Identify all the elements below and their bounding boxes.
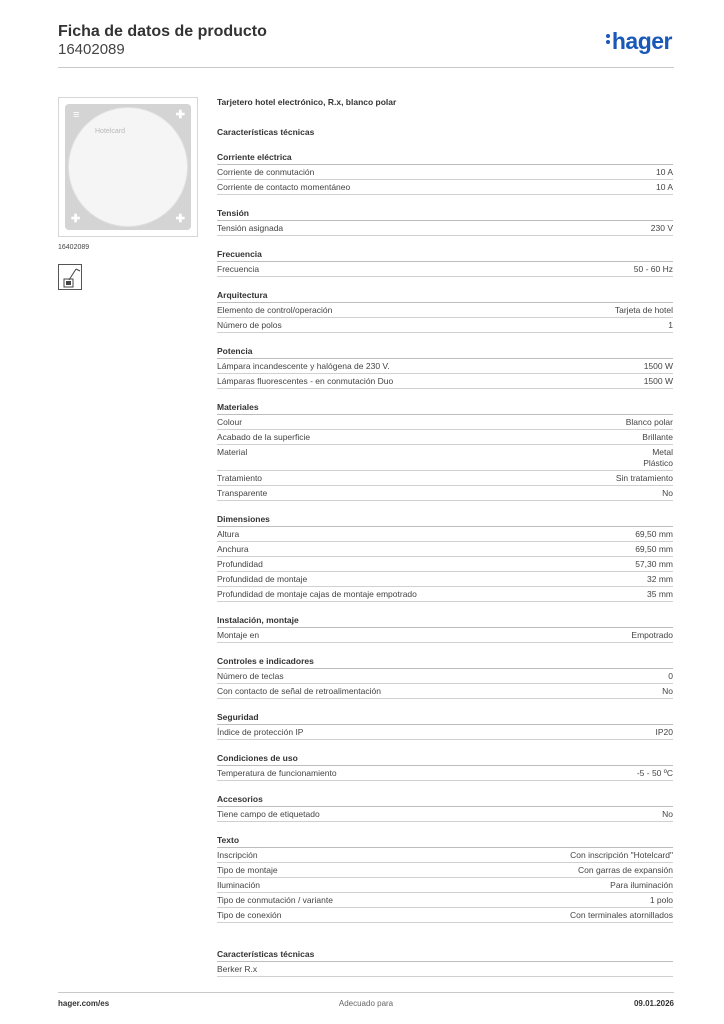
spec-row: [217, 486, 673, 501]
spec-row: [217, 766, 673, 781]
spec-row: [217, 893, 673, 908]
spec-label: Tensión asignada: [217, 223, 284, 233]
spec-label: Tiene campo de etiquetado: [217, 809, 320, 819]
footer-date: 09.01.2026: [633, 999, 674, 1008]
spec-label: Número de teclas: [217, 671, 284, 681]
corner-cross-icon: ✚: [175, 109, 185, 121]
spec-label: Profundidad de montaje: [217, 574, 308, 584]
spec-label: Montaje en: [217, 630, 260, 640]
spec-value: 1500 W: [643, 376, 673, 386]
product-name: Tarjetero hotel electrónico, R.x, blanco polar: [217, 97, 397, 107]
page-header: [58, 22, 674, 59]
spec-row: [217, 807, 673, 822]
section-title: Dimensiones: [217, 514, 673, 527]
section-title: Corriente eléctrica: [217, 152, 673, 165]
spec-label: Tipo de conexión: [217, 910, 282, 920]
spec-value: 69,50 mm: [635, 529, 673, 539]
header-divider: [58, 67, 674, 68]
spec-row: [217, 180, 673, 195]
spec-row: [217, 318, 673, 333]
spec-label: Corriente de conmutación: [217, 167, 315, 177]
spec-value: Sin tratamiento: [615, 473, 673, 483]
spec-label: Temperatura de funcionamiento: [217, 768, 337, 778]
spec-row: [217, 848, 673, 863]
spec-value: Con inscripción "Hotelcard": [570, 850, 673, 860]
spec-label: Acabado de la superficie: [217, 432, 311, 442]
spec-row: [217, 374, 673, 389]
section-title: Texto: [217, 835, 673, 848]
spec-label: Tipo de montaje: [217, 865, 278, 875]
spec-row: [217, 684, 673, 699]
spec-section: [217, 794, 673, 822]
section-title: Frecuencia: [217, 249, 673, 262]
spec-section-berker: [217, 949, 673, 977]
spec-value: No: [662, 809, 673, 819]
spec-row: [217, 359, 673, 374]
spec-label: Anchura: [217, 544, 249, 554]
section-title: Condiciones de uso: [217, 753, 673, 766]
spec-value: 57,30 mm: [635, 559, 673, 569]
spec-value: 32 mm: [647, 574, 673, 584]
spec-value: 10 A: [655, 182, 673, 192]
spec-sections: [217, 152, 673, 923]
hotelcard-inscription: Hotelcard: [95, 128, 125, 135]
spec-section: [217, 514, 673, 602]
cover-plate: [65, 104, 191, 230]
spec-value: Para iluminación: [610, 880, 673, 890]
spec-label: Lámparas fluorescentes - en conmutación Duo: [217, 376, 394, 386]
spec-row: [217, 962, 673, 977]
spec-row: [217, 430, 673, 445]
section-title: Arquitectura: [217, 290, 673, 303]
spec-row: [217, 908, 673, 923]
section-title: Instalación, montaje: [217, 615, 673, 628]
spec-label: Inscripción: [217, 850, 258, 860]
spec-value: 0: [668, 671, 673, 681]
product-image: [58, 97, 198, 237]
spec-value: Tarjeta de hotel: [614, 305, 673, 315]
spec-row: [217, 221, 673, 236]
spec-row: [217, 415, 673, 430]
spec-section: [217, 615, 673, 643]
spec-label: Colour: [217, 417, 243, 427]
spec-row: [217, 557, 673, 572]
corner-cross-icon: ✚: [71, 213, 81, 225]
spec-value: 50 - 60 Hz: [633, 264, 673, 274]
spec-label: Altura: [217, 529, 240, 539]
spec-value: 230 V: [650, 223, 673, 233]
spec-value: Empotrado: [631, 630, 673, 640]
spec-label: Tratamiento: [217, 473, 263, 483]
spec-label: Número de polos: [217, 320, 282, 330]
spec-value: IP20: [655, 727, 673, 737]
spec-value: 10 A: [655, 167, 673, 177]
spec-row: [217, 863, 673, 878]
spec-section: [217, 835, 673, 923]
spec-value: Metal Plástico: [643, 447, 673, 468]
specifications: [217, 96, 673, 977]
spec-row: [217, 878, 673, 893]
spec-label: Material: [217, 447, 248, 457]
section-title: Controles e indicadores: [217, 656, 673, 669]
footer-suitable-for: Adecuado para: [338, 999, 394, 1008]
spec-label: Berker R.x: [217, 964, 258, 974]
section-title: Seguridad: [217, 712, 673, 725]
corner-mark-icon: ≡: [73, 109, 80, 121]
spec-value: Blanco polar: [625, 417, 673, 427]
section-title: Potencia: [217, 346, 673, 359]
spec-row: [217, 725, 673, 740]
spec-value: No: [662, 686, 673, 696]
spec-row: [217, 303, 673, 318]
footer-divider: [58, 992, 674, 993]
spec-row: [217, 445, 673, 471]
spec-label: Lámpara incandescente y halógena de 230 V.: [217, 361, 390, 371]
hager-logo: hager: [606, 28, 672, 55]
spec-section: [217, 656, 673, 699]
spec-label: Transparente: [217, 488, 268, 498]
spec-section: [217, 249, 673, 277]
spec-value: Brillante: [642, 432, 673, 442]
spec-row: [217, 527, 673, 542]
spec-row: [217, 669, 673, 684]
spec-row: [217, 471, 673, 486]
footer-website: hager.com/es: [58, 999, 110, 1008]
spec-row: [217, 628, 673, 643]
spec-label: Iluminación: [217, 880, 260, 890]
spec-value: 1500 W: [643, 361, 673, 371]
logo-dots-icon: [606, 32, 611, 46]
document-title: Ficha de datos de producto: [58, 23, 267, 40]
spec-label: Frecuencia: [217, 264, 260, 274]
section-title: Accesorios: [217, 794, 673, 807]
spec-section: [217, 712, 673, 740]
spec-label: Profundidad: [217, 559, 263, 569]
flush-mount-icon: [58, 264, 82, 290]
spec-label: Con contacto de señal de retroalimentación: [217, 686, 381, 696]
section-title: Características técnicas: [217, 949, 673, 962]
technical-heading: [217, 127, 673, 139]
spec-label: Tipo de conmutación / variante: [217, 895, 333, 905]
section-title: Materiales: [217, 402, 673, 415]
spec-section: [217, 753, 673, 781]
spec-row: [217, 572, 673, 587]
spec-value: -5 - 50 ºC: [636, 768, 673, 778]
spec-value: Con garras de expansión: [578, 865, 673, 875]
product-code: 16402089: [58, 41, 125, 58]
spec-row: [217, 165, 673, 180]
spec-section: [217, 208, 673, 236]
section-title: Características técnicas: [217, 127, 315, 137]
section-title: Tensión: [217, 208, 673, 221]
card-reader-disc: [68, 107, 188, 227]
spec-label: Elemento de control/operación: [217, 305, 333, 315]
spec-value: 1: [668, 320, 673, 330]
spec-row: [217, 542, 673, 557]
spec-label: Profundidad de montaje cajas de montaje empotrado: [217, 589, 417, 599]
spec-row: [217, 262, 673, 277]
spec-label: Corriente de contacto momentáneo: [217, 182, 351, 192]
spec-section: [217, 290, 673, 333]
spec-value: 69,50 mm: [635, 544, 673, 554]
spec-value: No: [662, 488, 673, 498]
spec-row: [217, 587, 673, 602]
spec-label: Índice de protección IP: [217, 727, 304, 737]
spec-section: [217, 402, 673, 501]
image-product-code: 16402089: [58, 244, 90, 251]
spec-value: 35 mm: [647, 589, 673, 599]
corner-cross-icon: ✚: [175, 213, 185, 225]
spec-value: 1 polo: [649, 895, 673, 905]
spec-section: [217, 346, 673, 389]
spec-value: Con terminales atornillados: [570, 910, 673, 920]
spec-section: [217, 152, 673, 195]
